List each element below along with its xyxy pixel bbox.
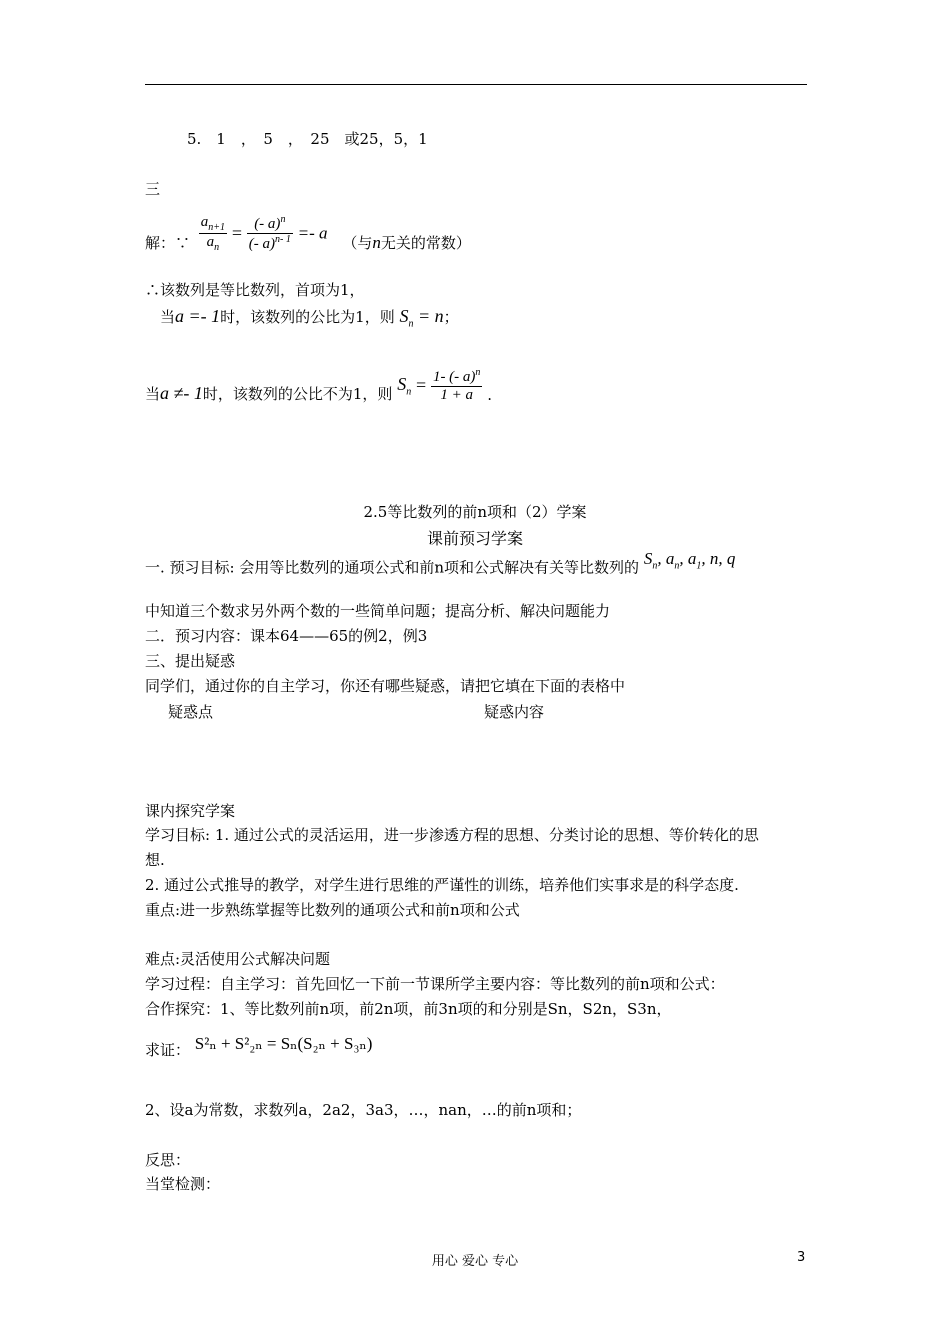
study-goal-line1: 学习目标: 1. 通过公式的灵活运用，进一步渗透方程的思想、分类讨论的思想、等价转化的思 (145, 826, 759, 844)
power-fraction: $\frac{(- a)^n}{(- a)^{n- 1}}$ (248, 214, 291, 252)
preview-content: 二．预习内容：课本64——65的例2，例3 (145, 627, 428, 645)
question-2: 2、设a为常数，求数列a，2a2，3a3，…，nan，…的前n项和； (145, 1101, 582, 1119)
header-rule (145, 84, 807, 85)
preview-goal-line1: 一. 预习目标: 会用等比数列的通项公式和前n项和公式解决有关等比数列的 $S_n$, $a_n$, $a_1$, n, q (145, 549, 736, 577)
preview-subtitle: 课前预习学案 (426, 529, 523, 548)
page-number: 3 (797, 1250, 806, 1265)
in-class-check-label: 当堂检测： (145, 1175, 221, 1193)
case-2-line: 当a ≠- 1时，该数列的公比不为1，则 $S_n$ = $\frac{1- (- a)^n}{1 + a}$ . (145, 367, 492, 404)
ratio-note: （与n无关的常数） (342, 233, 471, 252)
doubts-col-points: 疑惑点 (168, 703, 214, 721)
prove-formula: S²ₙ + S²₂ₙ = Sₙ(S₂ₙ + S₃ₙ) (194, 1034, 373, 1053)
inclass-title: 课内探究学案 (145, 802, 236, 820)
therefore-line: ∴该数列是等比数列，首项为1， (145, 281, 365, 299)
learning-process: 学习过程：自主学习：首先回忆一下前一节课所学主要内容：等比数列的前n项和公式： (145, 975, 725, 993)
footer-text: 用心 爱心 专心 (431, 1254, 519, 1269)
ratio-result: =- a (297, 223, 328, 243)
reflection-label: 反思： (145, 1151, 191, 1169)
study-goal-2: 2. 通过公式推导的教学，对学生进行思维的严谨性的训练，培养他们实事求是的科学态度. (145, 876, 739, 894)
section-3-label: 三 (145, 180, 161, 198)
preview-goal-line2: 中知道三个数求另外两个数的一些简单问题；提高分析、解决问题能力 (145, 602, 611, 620)
doubts-description: 同学们，通过你的自主学习，你还有哪些疑惑，请把它填在下面的表格中 (145, 677, 626, 695)
key-point: 重点:进一步熟练掌握等比数列的通项公式和前n项和公式 (145, 901, 520, 919)
lesson-title: 2.5等比数列的前n项和（2）学案 (363, 503, 587, 521)
difficult-point: 难点:灵活使用公式解决问题 (145, 950, 331, 968)
doubts-col-content: 疑惑内容 (484, 703, 545, 721)
solution-prefix: 解：∵ (145, 234, 191, 252)
case-1-line: 当a =- 1时，该数列的公比为1，则 $S_n = n$； (160, 306, 459, 330)
prove-line: 求证： S²ₙ + S²₂ₙ = Sₙ(S₂ₙ + S₃ₙ) (145, 1034, 373, 1059)
sum-fraction: $\frac{1- (- a)^n}{1 + a}$ (432, 367, 481, 403)
answer-5: 5. 1 ， 5 ， 25 或25，5，1 (187, 130, 428, 148)
ratio-fraction: $\frac{a_{n+1}}{a_n}$ (200, 214, 226, 253)
doubts-title: 三、提出疑惑 (145, 652, 236, 670)
study-goal-line2: 想. (145, 851, 165, 869)
solution-line: 解：∵ $\frac{a_{n+1}}{a_n}$ = $\frac{(- a)^n}{(- a)^{n- 1}}$ =- a （与n无关的常数） (145, 202, 471, 253)
cooperative-inquiry: 合作探究：1、等比数列前n项，前2n项，前3n项的和分别是Sn，S2n，S3n， (145, 1000, 672, 1018)
